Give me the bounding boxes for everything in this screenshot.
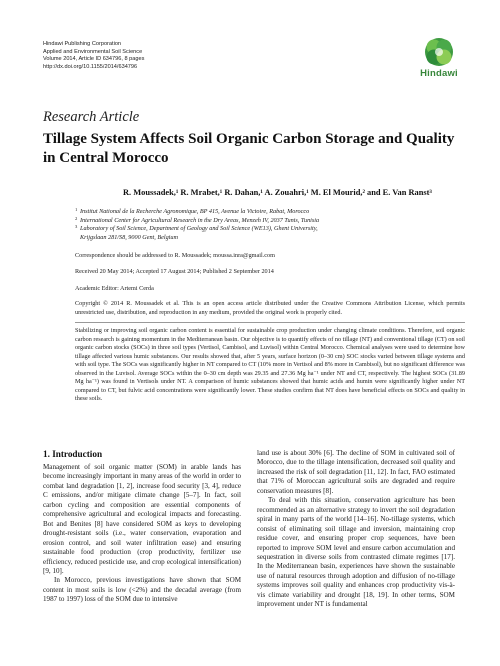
volume-line: Volume 2014, Article ID 634796, 8 pages [43, 56, 145, 63]
publication-dates: Received 20 May 2014; Accepted 17 August 2014; Published 2 September 2014 [75, 268, 274, 275]
section-heading: 1. Introduction [43, 449, 103, 459]
affiliation-3 [75, 225, 475, 242]
affiliation-text-continued: Krijgslaan 281/S8, 9000 Gent, Belgium [80, 233, 178, 241]
body-paragraph: In Morocco, previous investigations have shown that SOM content in most soils is low (<2%) and the decadal average (from 1987 to 1997) loss of the SOM due to intensive [43, 576, 241, 604]
article-title: Tillage System Affects Soil Organic Carbon Storage and Quality in Central Morocco [43, 131, 455, 166]
doi-link[interactable]: http://dx.doi.org/10.1155/2014/634796 [43, 63, 138, 70]
body-paragraph: Management of soil organic matter (SOM) in arable lands has become increasingly important in many areas of the world in order to combat land degradation [1, 2], increase food security [3, 4], reduce C emissions, and/or mitigate climate change [5–7]. In fact, soil carbon cycling and composition are essential components of comprehensive agricultural and ecological impacts and forecasting. Bot and Benites [8] have considered SOM as keys to developing drought-resistant soils (i.e., water conservation, evaporation and erosion control, and soil water infiltration ease) and ensuring sustainable food production (crop productivity, fertilizer use efficiency, reduced pesticide use, and crop ecological intensification) [9, 10]. [43, 463, 241, 575]
affiliation-text: International Center for Agricultural Research in the Dry Areas, Menzeh IV, 2037 Tunis, Tunisia [80, 216, 320, 224]
hindawi-logo [416, 37, 462, 87]
correspondence-note: Correspondence should be addressed to R. Moussadek; moussa.inra@gmail.com [75, 252, 275, 259]
copyright-notice: Copyright © 2014 R. Moussadek et al. This is an open access article distributed under the Creative Commons Attribution License, which permits unrestricted use, distribution, and reproduction in any medium, provided the original work is properly cited. [75, 300, 465, 316]
author-list: R. Moussadek,¹ R. Mrabet,¹ R. Dahan,¹ A. Zouahri,¹ M. El Mourid,² and E. Van Ranst³ [123, 188, 432, 197]
journal-info [43, 41, 263, 71]
body-paragraph: land use is about 30% [6]. The decline of SOM in cultivated soil of Morocco, due to the tillage intensification, decreased soil quality and increased the risk of soil degradation [11, 12]. In fact, FAO estimated that 71% of Moroccan agricultural soils are degraded and require conservation measures [8]. [257, 449, 455, 495]
body-paragraph: To deal with this situation, conservation agriculture has been recommended as an alternative strategy to invert the soil degradation spiral in many parts of the world [14–16]. No-tillage systems, which consist of eliminating soil tillage and inversion, maintaining crop residue cover, and ensuring proper crop sequences, have been reported to improve SOM level and ensure carbon accumulation and sequestration in diverse soils from contrasted climate regimes [17]. In the Mediterranean basin, experiences have shown the sustainable use of natural resources through adoption and diffusion of no-tillage systems improves soil quality and enhances crop productivity vis-à-vis climate variability and drought [18, 19]. In other terms, SOM improvement under NT is fundamental [257, 496, 455, 609]
affiliation-number: 1 [75, 207, 78, 212]
affiliation-1 [75, 208, 475, 217]
affiliation-text: Laboratory of Soil Science, Department of Geology and Soil Science (WE13), Ghent University, [80, 225, 318, 233]
publisher-line: Hindawi Publishing Corporation [43, 41, 122, 47]
hindawi-wordmark: Hindawi [420, 68, 458, 79]
affiliations [75, 208, 475, 242]
body-column-left [43, 463, 241, 605]
academic-editor: Academic Editor: Artemi Cerda [75, 285, 154, 292]
abstract-text: Stabilizing or improving soil organic carbon content is essential for sustainable crop production under changing climate conditions. Therefore, soil organic carbon research is gaining momentum in the Mediterranean basin. Our objective is to quantify effects of no tillage (NT) and conventional tillage (CT) on soil organic carbon stocks (SOCs) in three soil types (Vertisol, Cambisol, and Luvisol) within Central Morocco. Chemical analyses were used to determine how tillage affected various humic substances. Our results showed that, after 5 years, surface horizon (0–30 cm) SOC stocks varied between tillage systems and with soil type. The SOCs was significantly higher in NT compared to CT (10% more in Vertisol and 8% more in Cambisol), but no significant difference was observed in the Luvisol. Average SOCs within the 0–30 cm depth was 29.35 and 27.36 Mg ha⁻¹ under NT and CT, respectively. The highest SOCs (31.89 Mg ha⁻¹) was found in Vertisols under NT. A comparison of humic substances showed that humic acids and humin were significantly higher under NT compared to CT, but fulvic acid concentrations were significantly lower. These studies confirm that NT does have beneficial effects on SOCs and quality in these soils. [75, 327, 465, 402]
affiliation-text: Institut National de la Recherche Agronomique, BP 415, Avenue la Victoire, Rabat, Morocco [80, 208, 310, 215]
journal-name-line: Applied and Environmental Soil Science [43, 48, 143, 55]
affiliation-number: 3 [75, 224, 78, 230]
article-type: Research Article [43, 109, 140, 125]
body-column-right [257, 449, 455, 610]
divider [75, 322, 465, 323]
hindawi-logo-icon [424, 37, 454, 67]
affiliation-2 [75, 217, 475, 226]
affiliation-number: 2 [75, 215, 78, 221]
